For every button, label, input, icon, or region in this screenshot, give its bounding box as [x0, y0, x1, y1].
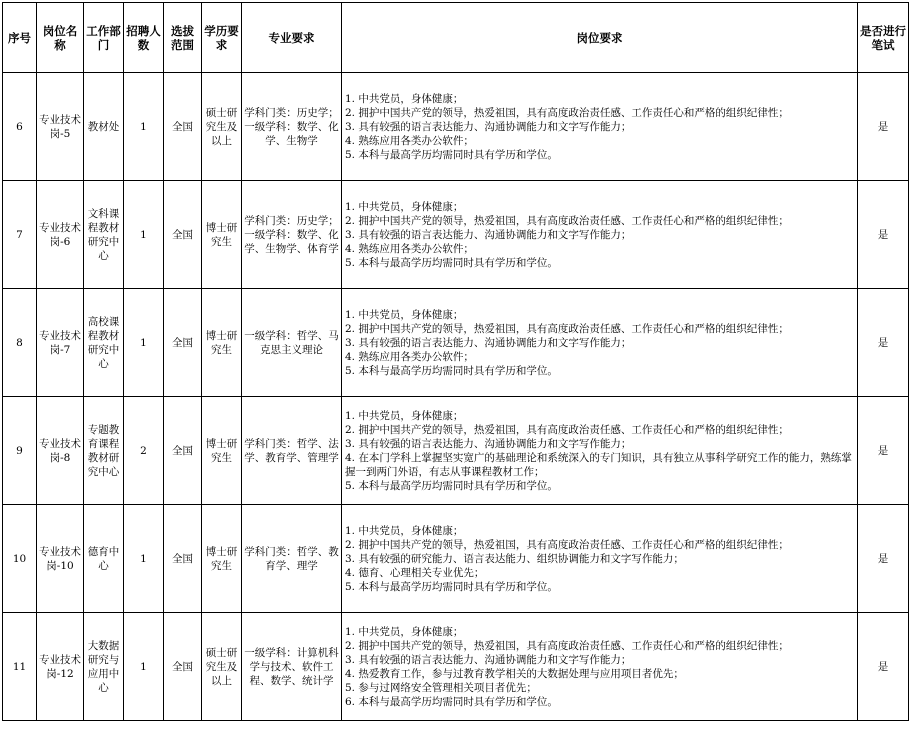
cell-department: 文科课程教材研究中心: [84, 181, 124, 289]
cell-requirements: [342, 397, 858, 505]
header-count: 招聘人数: [124, 3, 164, 73]
requirement-line: 5. 本科与最高学历均需同时具有学历和学位。: [345, 479, 558, 492]
cell-scope: 全国: [164, 289, 202, 397]
cell-education: 硕士研究生及以上: [202, 613, 242, 721]
cell-seq: 6: [3, 73, 37, 181]
requirement-line: 6. 本科与最高学历均需同时具有学历和学位。: [345, 695, 558, 708]
header-scope: 选拔范围: [164, 3, 202, 73]
cell-written-exam: 是: [858, 289, 909, 397]
header-req: 岗位要求: [342, 3, 858, 73]
requirement-line: 4. 热爱教育工作，参与过教育教学相关的大数据处理与应用项目者优先；: [345, 667, 684, 680]
cell-written-exam: 是: [858, 73, 909, 181]
header-major: 专业要求: [242, 3, 342, 73]
requirement-line: 1. 中共党员，身体健康；: [345, 200, 464, 213]
requirement-line: 4. 熟练应用各类办公软件；: [345, 134, 474, 147]
table-row: [3, 505, 909, 613]
cell-written-exam: 是: [858, 397, 909, 505]
cell-seq: 8: [3, 289, 37, 397]
table-row: [3, 289, 909, 397]
cell-position-name: 专业技术岗-8: [37, 397, 84, 505]
cell-headcount: 1: [124, 289, 164, 397]
cell-education: 博士研究生: [202, 181, 242, 289]
cell-requirements: [342, 613, 858, 721]
table-row: [3, 73, 909, 181]
requirement-line: 2. 拥护中国共产党的领导，热爱祖国，具有高度政治责任感、工作责任心和严格的组织纪律性；: [345, 538, 789, 551]
requirement-line: 2. 拥护中国共产党的领导，热爱祖国，具有高度政治责任感、工作责任心和严格的组织纪律性；: [345, 423, 789, 436]
requirement-line: 1. 中共党员，身体健康；: [345, 524, 464, 537]
cell-position-name: 专业技术岗-12: [37, 613, 84, 721]
requirement-line: 2. 拥护中国共产党的领导，热爱祖国，具有高度政治责任感、工作责任心和严格的组织纪律性；: [345, 322, 789, 335]
cell-seq: 9: [3, 397, 37, 505]
requirement-line: 1. 中共党员，身体健康；: [345, 92, 464, 105]
table-row: [3, 613, 909, 721]
cell-major: 学科门类：哲学、法学、教育学、管理学: [242, 397, 342, 505]
cell-headcount: 1: [124, 505, 164, 613]
requirement-line: 4. 熟练应用各类办公软件；: [345, 350, 474, 363]
header-dept: 工作部门: [84, 3, 124, 73]
cell-requirements: [342, 289, 858, 397]
cell-department: 大数据研究与应用中心: [84, 613, 124, 721]
cell-education: 博士研究生: [202, 289, 242, 397]
cell-education: 博士研究生: [202, 397, 242, 505]
requirement-line: 3. 具有较强的研究能力、语言表达能力、组织协调能力和文字写作能力；: [345, 552, 684, 565]
header-exam: 是否进行笔试: [858, 3, 909, 73]
cell-major: 一级学科：计算机科学与技术、软件工程、数学、统计学: [242, 613, 342, 721]
cell-scope: 全国: [164, 397, 202, 505]
recruitment-table: [2, 2, 909, 721]
cell-education: 硕士研究生及以上: [202, 73, 242, 181]
requirement-line: 5. 本科与最高学历均需同时具有学历和学位。: [345, 364, 558, 377]
cell-headcount: 1: [124, 73, 164, 181]
cell-written-exam: 是: [858, 613, 909, 721]
cell-education: 博士研究生: [202, 505, 242, 613]
cell-written-exam: 是: [858, 505, 909, 613]
header-edu: 学历要求: [202, 3, 242, 73]
cell-headcount: 2: [124, 397, 164, 505]
cell-headcount: 1: [124, 181, 164, 289]
cell-scope: 全国: [164, 181, 202, 289]
cell-major: 学科门类：历史学；一级学科：数学、化学、生物学、体育学: [242, 181, 342, 289]
requirement-line: 1. 中共党员，身体健康；: [345, 409, 464, 422]
cell-requirements: [342, 505, 858, 613]
requirement-line: 2. 拥护中国共产党的领导，热爱祖国，具有高度政治责任感、工作责任心和严格的组织纪律性；: [345, 639, 789, 652]
requirement-line: 3. 具有较强的语言表达能力、沟通协调能力和文字写作能力；: [345, 653, 632, 666]
cell-written-exam: 是: [858, 181, 909, 289]
requirement-line: 5. 本科与最高学历均需同时具有学历和学位。: [345, 580, 558, 593]
cell-department: 高校课程教材研究中心: [84, 289, 124, 397]
cell-requirements: [342, 181, 858, 289]
cell-requirements: [342, 73, 858, 181]
requirement-line: 2. 拥护中国共产党的领导，热爱祖国，具有高度政治责任感、工作责任心和严格的组织纪律性；: [345, 214, 789, 227]
requirement-line: 4. 德育、心理相关专业优先；: [345, 566, 485, 579]
requirement-line: 5. 本科与最高学历均需同时具有学历和学位。: [345, 256, 558, 269]
table-row: [3, 181, 909, 289]
cell-scope: 全国: [164, 505, 202, 613]
cell-position-name: 专业技术岗-5: [37, 73, 84, 181]
table-header: [3, 3, 909, 73]
header-row: [3, 3, 909, 73]
requirement-line: 5. 本科与最高学历均需同时具有学历和学位。: [345, 148, 558, 161]
cell-seq: 7: [3, 181, 37, 289]
cell-major: 一级学科：哲学、马克思主义理论: [242, 289, 342, 397]
cell-seq: 10: [3, 505, 37, 613]
cell-department: 德育中心: [84, 505, 124, 613]
cell-department: 专题教育课程教材研究中心: [84, 397, 124, 505]
requirement-line: 1. 中共党员，身体健康；: [345, 308, 464, 321]
cell-headcount: 1: [124, 613, 164, 721]
table-row: [3, 397, 909, 505]
cell-scope: 全国: [164, 73, 202, 181]
cell-major: 学科门类：历史学；一级学科：数学、化学、生物学: [242, 73, 342, 181]
cell-department: 教材处: [84, 73, 124, 181]
cell-seq: 11: [3, 613, 37, 721]
requirement-line: 3. 具有较强的语言表达能力、沟通协调能力和文字写作能力；: [345, 228, 632, 241]
header-seq: 序号: [3, 3, 37, 73]
cell-position-name: 专业技术岗-7: [37, 289, 84, 397]
requirement-line: 5. 参与过网络安全管理相关项目者优先；: [345, 681, 537, 694]
requirement-line: 1. 中共党员，身体健康；: [345, 625, 464, 638]
requirement-line: 3. 具有较强的语言表达能力、沟通协调能力和文字写作能力；: [345, 336, 632, 349]
requirement-line: 4. 在本门学科上掌握坚实宽广的基础理论和系统深入的专门知识，具有独立从事科学研究工作的能力，熟练掌握一到两门外语，有志从事课程教材工作；: [345, 451, 852, 478]
cell-position-name: 专业技术岗-6: [37, 181, 84, 289]
cell-scope: 全国: [164, 613, 202, 721]
requirement-line: 4. 熟练应用各类办公软件；: [345, 242, 474, 255]
requirement-line: 2. 拥护中国共产党的领导，热爱祖国，具有高度政治责任感、工作责任心和严格的组织纪律性；: [345, 106, 789, 119]
table-body: [3, 73, 909, 721]
cell-major: 学科门类：哲学、教育学、理学: [242, 505, 342, 613]
cell-position-name: 专业技术岗-10: [37, 505, 84, 613]
requirement-line: 3. 具有较强的语言表达能力、沟通协调能力和文字写作能力；: [345, 120, 632, 133]
requirement-line: 3. 具有较强的语言表达能力、沟通协调能力和文字写作能力；: [345, 437, 632, 450]
header-name: 岗位名称: [37, 3, 84, 73]
